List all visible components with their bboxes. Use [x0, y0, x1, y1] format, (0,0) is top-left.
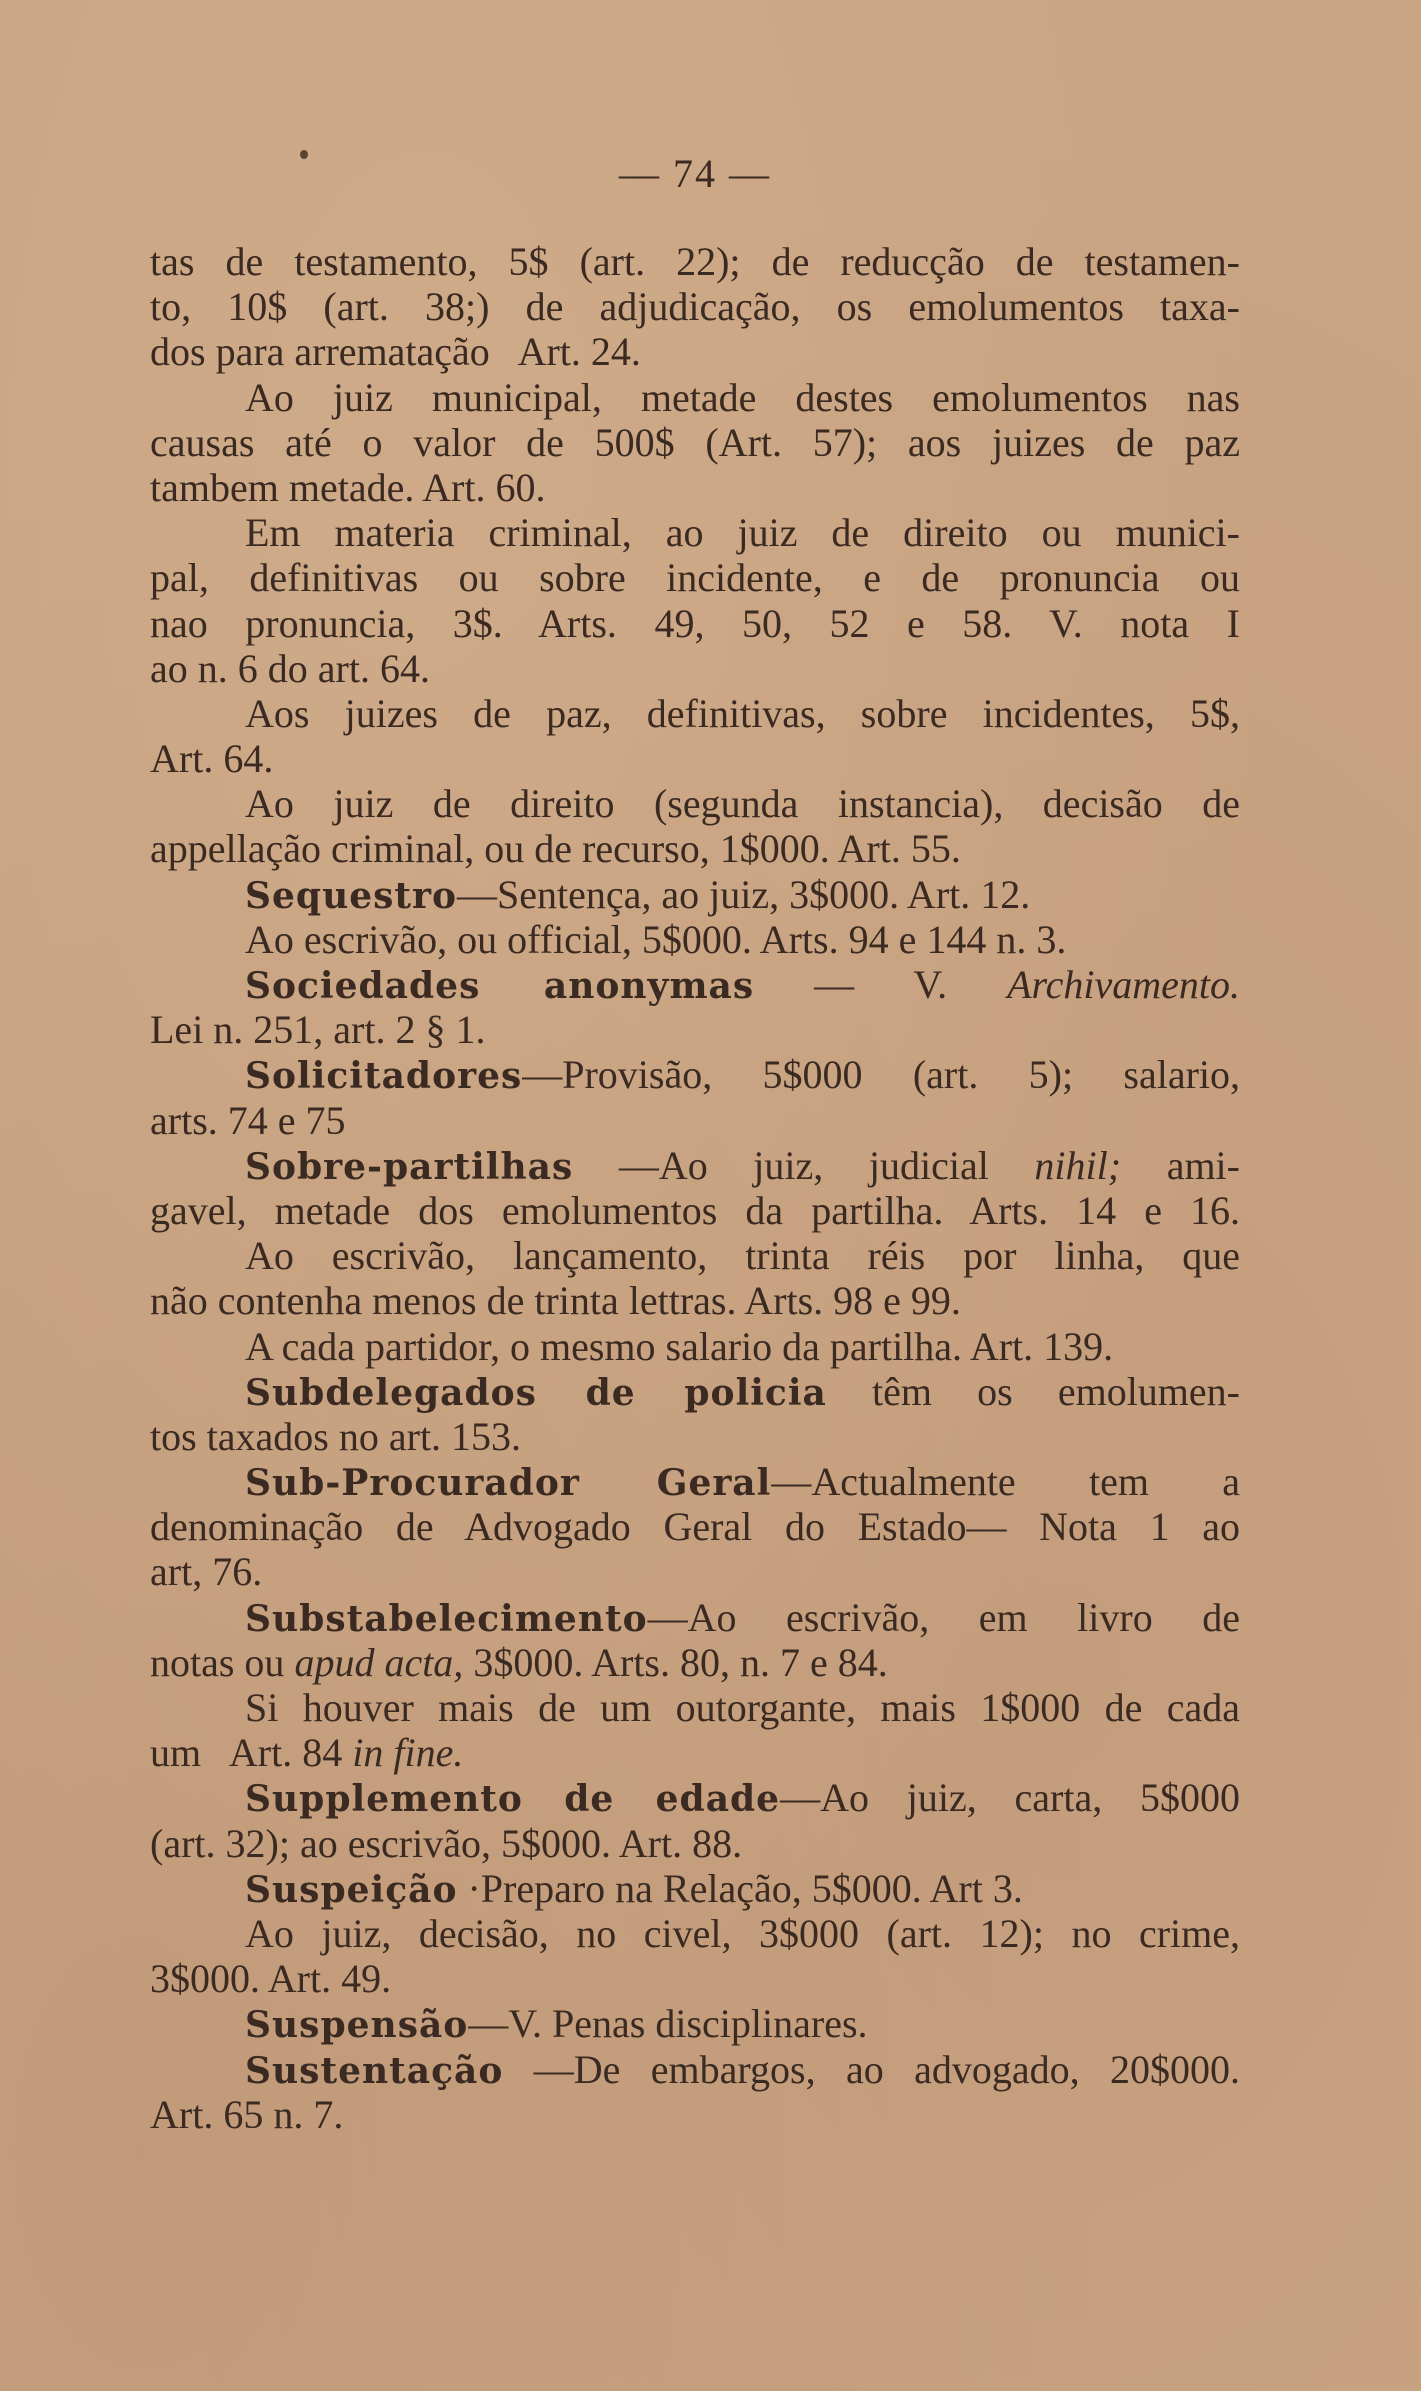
text-line [150, 917, 1240, 962]
text-line [150, 872, 1240, 917]
text-line [150, 1504, 1240, 1549]
line-text: — V. [754, 962, 1008, 1007]
line-tail-text: ami- [1121, 1142, 1240, 1188]
text-line [150, 510, 1240, 555]
entry-headword: Substabelecimento [245, 1597, 648, 1640]
book-page [150, 150, 1240, 2300]
text-line [150, 1233, 1240, 1278]
line-text: causas até o valor de 500$ (Art. 57); aos juizes de paz [150, 419, 1240, 465]
text-line [150, 329, 1240, 374]
line-text: tas de testamento, 5$ (art. 22); de reducção de testamen- [150, 239, 1240, 284]
line-text: dos para arrematação Art. 24. [150, 329, 641, 375]
line-text: —Provisão, 5$000 (art. 5); salario, [522, 1052, 1240, 1098]
text-line [150, 1052, 1240, 1097]
line-text: Lei n. 251, art. 2 § 1. [150, 1007, 486, 1053]
line-tail-text: 3$000. Arts. 80, n. 7 e 84. [463, 1639, 888, 1685]
text-line [150, 420, 1240, 465]
text-line [150, 691, 1240, 736]
text-line [150, 601, 1240, 646]
text-line [150, 1369, 1240, 1414]
text-line [150, 1911, 1240, 1956]
line-text: Ao escrivão, ou official, 5$000. Arts. 94 e 144 n. 3. [245, 916, 1067, 962]
italic-text: Archivamento. [1007, 962, 1240, 1007]
line-text: ·Preparo na Relação, 5$000. Art 3. [457, 1865, 1023, 1911]
line-text: —Ao escrivão, em livro de [647, 1594, 1240, 1640]
line-text: Em materia criminal, ao juiz de direito ou munici- [245, 510, 1240, 556]
text-line [150, 1278, 1240, 1323]
line-text: —V. Penas disciplinares. [468, 2001, 868, 2047]
line-text: to, 10$ (art. 38;) de adjudicação, os emolumentos taxa- [150, 284, 1240, 330]
line-text: —Ao juiz, carta, 5$000 [780, 1775, 1240, 1821]
line-text: Ao juiz de direito (segunda instancia), decisão de [245, 781, 1240, 827]
text-line [150, 1595, 1240, 1640]
line-text: arts. 74 e 75 [150, 1097, 346, 1143]
entry-headword: Suspeição [245, 1868, 458, 1911]
text-line [150, 1143, 1240, 1188]
line-text: um Art. 84 [150, 1730, 353, 1776]
line-text: pal, definitivas ou sobre incidente, e de pronuncia ou [150, 555, 1240, 601]
italic-text: in fine. [352, 1730, 464, 1776]
text-line [150, 1007, 1240, 1052]
line-text: gavel, metade dos emolumentos da partilha. Arts. 14 e 16. [150, 1187, 1240, 1233]
line-text: tos taxados no art. 153. [150, 1413, 522, 1459]
entry-headword: Sequestro [245, 874, 458, 917]
line-text: (art. 32); ao escrivão, 5$000. Art. 88. [150, 1820, 743, 1866]
text-line [150, 1414, 1240, 1459]
entry-headword: Sociedades anonymas [245, 965, 755, 1007]
italic-text: nihil; [1034, 1142, 1122, 1188]
text-line [150, 1324, 1240, 1369]
text-line [150, 736, 1240, 781]
line-text: —Sentença, ao juiz, 3$000. Art. 12. [457, 871, 1031, 917]
page-number: — 74 — [619, 151, 771, 196]
text-line [150, 1956, 1240, 2001]
line-text: ao n. 6 do art. 64. [150, 645, 430, 691]
text-line [150, 1459, 1240, 1504]
line-text: —De embargos, ao advogado, 20$000. [503, 2046, 1240, 2092]
entry-headword: Subdelegados de policia [245, 1371, 827, 1414]
line-text: Art. 64. [150, 736, 274, 782]
line-text: Ao escrivão, lançamento, trinta réis por linha, que [245, 1233, 1240, 1279]
line-text: Si houver mais de um outorgante, mais 1$000 de cada [245, 1685, 1240, 1730]
text-line [150, 1730, 1240, 1775]
text-line [150, 1775, 1240, 1820]
line-text: Art. 65 n. 7. [150, 2091, 344, 2137]
line-text: notas ou [150, 1639, 295, 1685]
text-line [150, 1098, 1240, 1143]
text-line [150, 826, 1240, 871]
line-text: não contenha menos de trinta lettras. Arts. 98 e 99. [150, 1278, 961, 1324]
line-text: —Ao juiz, judicial [573, 1142, 1035, 1188]
text-line [150, 2001, 1240, 2046]
entry-headword: Supplemento de edade [245, 1778, 781, 1821]
line-text: tambem metade. Art. 60. [150, 464, 546, 510]
line-text: Aos juizes de paz, definitivas, sobre incidentes, 5$, [245, 690, 1240, 736]
text-line [150, 646, 1240, 691]
line-text: denominação de Advogado Geral do Estado— Nota 1 ao [150, 1504, 1240, 1550]
line-text: têm os emolumen- [826, 1368, 1240, 1414]
entry-headword: Solicitadores [245, 1055, 523, 1098]
text-line [150, 2092, 1240, 2137]
text-line [150, 1188, 1240, 1233]
text-line [150, 555, 1240, 600]
text-line [150, 375, 1240, 420]
page-body-text [150, 239, 1240, 2137]
text-line [150, 1549, 1240, 1594]
line-text: A cada partidor, o mesmo salario da partilha. Art. 139. [245, 1323, 1114, 1369]
line-text: Ao juiz municipal, metade destes emolumentos nas [245, 374, 1240, 420]
entry-headword: Sobre-partilhas [245, 1145, 574, 1188]
text-line [150, 2047, 1240, 2092]
text-line [150, 781, 1240, 826]
entry-headword: Sub-Procurador Geral [245, 1462, 772, 1505]
line-text: art, 76. [150, 1549, 263, 1595]
line-text: —Actualmente tem a [771, 1459, 1241, 1505]
entry-headword: Sustentação [245, 2049, 504, 2092]
text-line [150, 962, 1240, 1007]
line-text: nao pronuncia, 3$. Arts. 49, 50, 52 e 58. V. nota I [150, 600, 1240, 646]
text-line [150, 1640, 1240, 1685]
italic-text: apud acta, [294, 1639, 464, 1685]
text-line [150, 1866, 1240, 1911]
text-line [150, 465, 1240, 510]
line-text: appellação criminal, ou de recurso, 1$000. Art. 55. [150, 826, 961, 872]
line-text: 3$000. Art. 49. [150, 1956, 392, 2002]
line-text: Ao juiz, decisão, no civel, 3$000 (art. 12); no crime, [245, 1910, 1240, 1956]
text-line [150, 284, 1240, 329]
text-line [150, 1685, 1240, 1730]
text-line [150, 1821, 1240, 1866]
text-line [150, 239, 1240, 284]
entry-headword: Suspensão [245, 2004, 469, 2047]
